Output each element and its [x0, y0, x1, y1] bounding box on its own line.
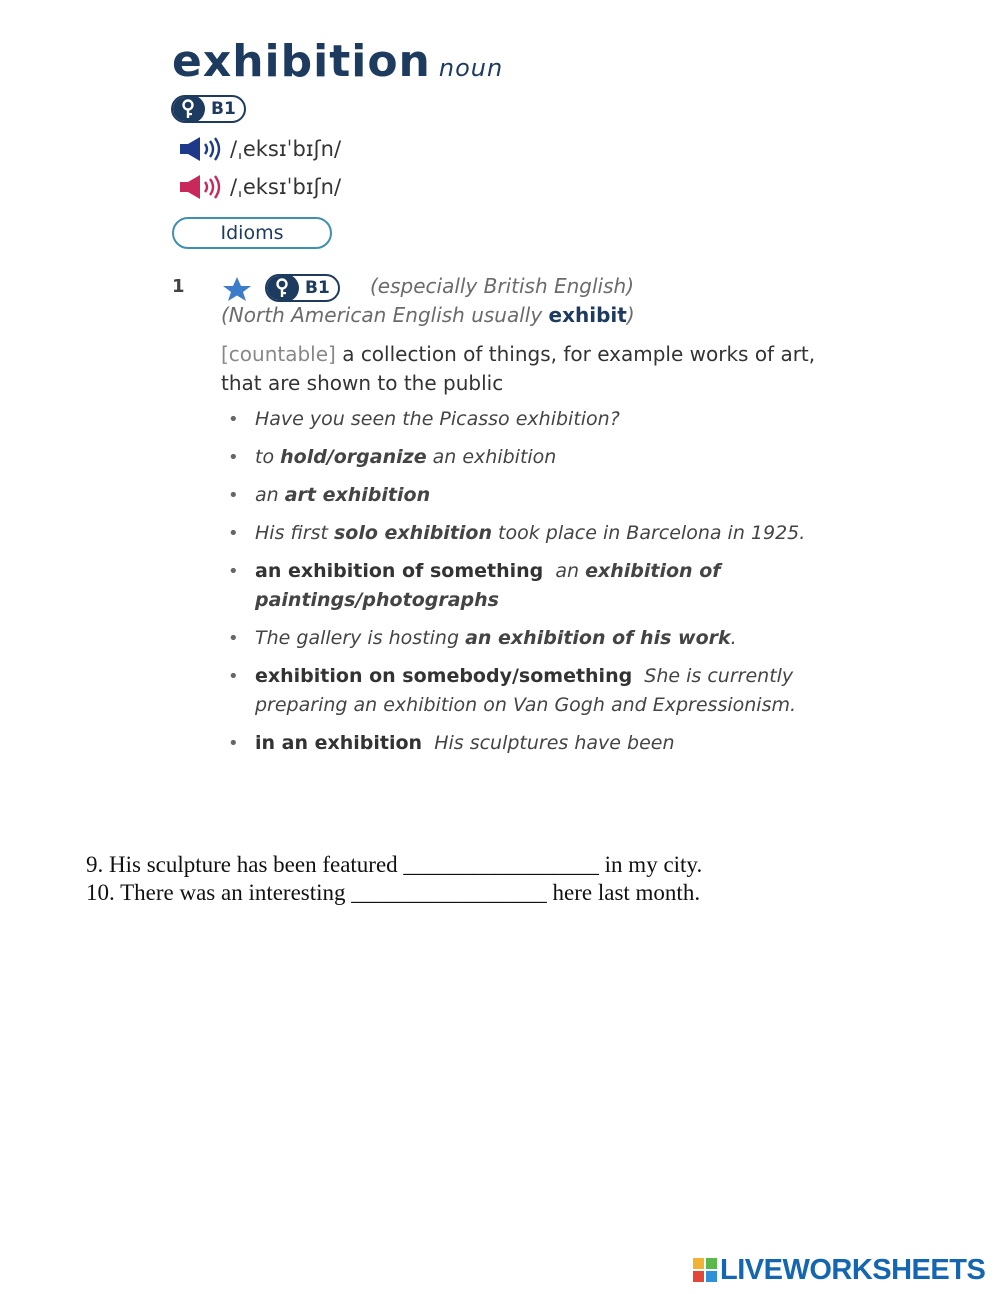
example-collocation: an exhibition of his work — [465, 627, 731, 649]
example-text: The gallery is hosting — [255, 627, 466, 649]
question-10[interactable]: 10. There was an interesting _________________ here last month. — [86, 880, 701, 905]
example-text: His first — [255, 522, 334, 544]
pronunciation-uk-text: /ˌeksɪˈbɪʃn/ — [230, 137, 342, 161]
example-item — [225, 624, 850, 653]
idioms-button[interactable]: Idioms — [172, 217, 332, 249]
grammar-label: [countable] — [221, 342, 336, 366]
pronunciation-uk — [178, 135, 341, 163]
variant-prefix: (North American English usually — [221, 303, 549, 327]
example-text: an — [255, 484, 285, 506]
liveworksheets-logo — [692, 1256, 985, 1284]
example-collocation: art exhibition — [284, 484, 431, 506]
headword-text: exhibition — [172, 36, 431, 87]
speaker-us-icon[interactable] — [178, 174, 224, 200]
definition — [221, 340, 861, 398]
variant-word[interactable]: exhibit — [548, 303, 627, 327]
example-text: She is currently preparing an exhibition on Van Gogh and Expressionism. — [255, 665, 797, 716]
example-pattern: in an exhibition — [255, 732, 423, 754]
example-item — [225, 443, 850, 472]
level-badge — [171, 95, 246, 123]
logo-blocks-icon — [692, 1257, 718, 1283]
sense-level-label: B1 — [305, 278, 330, 298]
example-item — [225, 519, 850, 548]
example-collocation: hold/organize — [280, 446, 427, 468]
region-label: (especially British English) — [370, 274, 635, 298]
speaker-uk-icon[interactable] — [178, 136, 224, 162]
example-text: took place in Barcelona in 1925. — [492, 522, 806, 544]
level-label: B1 — [211, 99, 236, 119]
examples-list — [225, 405, 850, 758]
example-collocation: solo exhibition — [333, 522, 492, 544]
example-pattern: an exhibition of something — [255, 560, 544, 582]
example-pattern: exhibition on somebody/something — [255, 665, 633, 687]
example-item — [225, 481, 850, 510]
example-item — [225, 662, 850, 720]
pronunciation-us — [178, 173, 341, 201]
example-text: an exhibition — [426, 446, 557, 468]
variant-label — [221, 303, 635, 327]
example-item — [225, 405, 850, 434]
example-text: an — [555, 560, 586, 582]
example-text: His sculptures have been — [434, 732, 675, 754]
logo-text: LIVEWORKSHEETS — [720, 1254, 986, 1286]
example-text: . — [730, 627, 737, 649]
example-text: Have you seen the Picasso exhibition? — [255, 408, 620, 430]
definition-text: a collection of things, for example works of art, that are shown to the public — [221, 342, 816, 395]
variant-suffix: ) — [626, 303, 635, 327]
key-icon — [171, 95, 205, 123]
sense-level-badge — [265, 274, 340, 302]
example-collocation: exhibition of paintings/photographs — [255, 560, 721, 611]
example-text: to — [255, 446, 281, 468]
sense-number: 1 — [172, 276, 185, 297]
star-icon — [221, 276, 253, 302]
key-icon — [265, 274, 299, 302]
example-item — [225, 557, 850, 615]
question-9[interactable]: 9. His sculpture has been featured _________________ in my city. — [86, 852, 703, 877]
example-item — [225, 729, 850, 758]
pronunciation-us-text: /ˌeksɪˈbɪʃn/ — [230, 175, 342, 199]
part-of-speech: noun — [438, 54, 504, 82]
headword — [172, 34, 503, 96]
